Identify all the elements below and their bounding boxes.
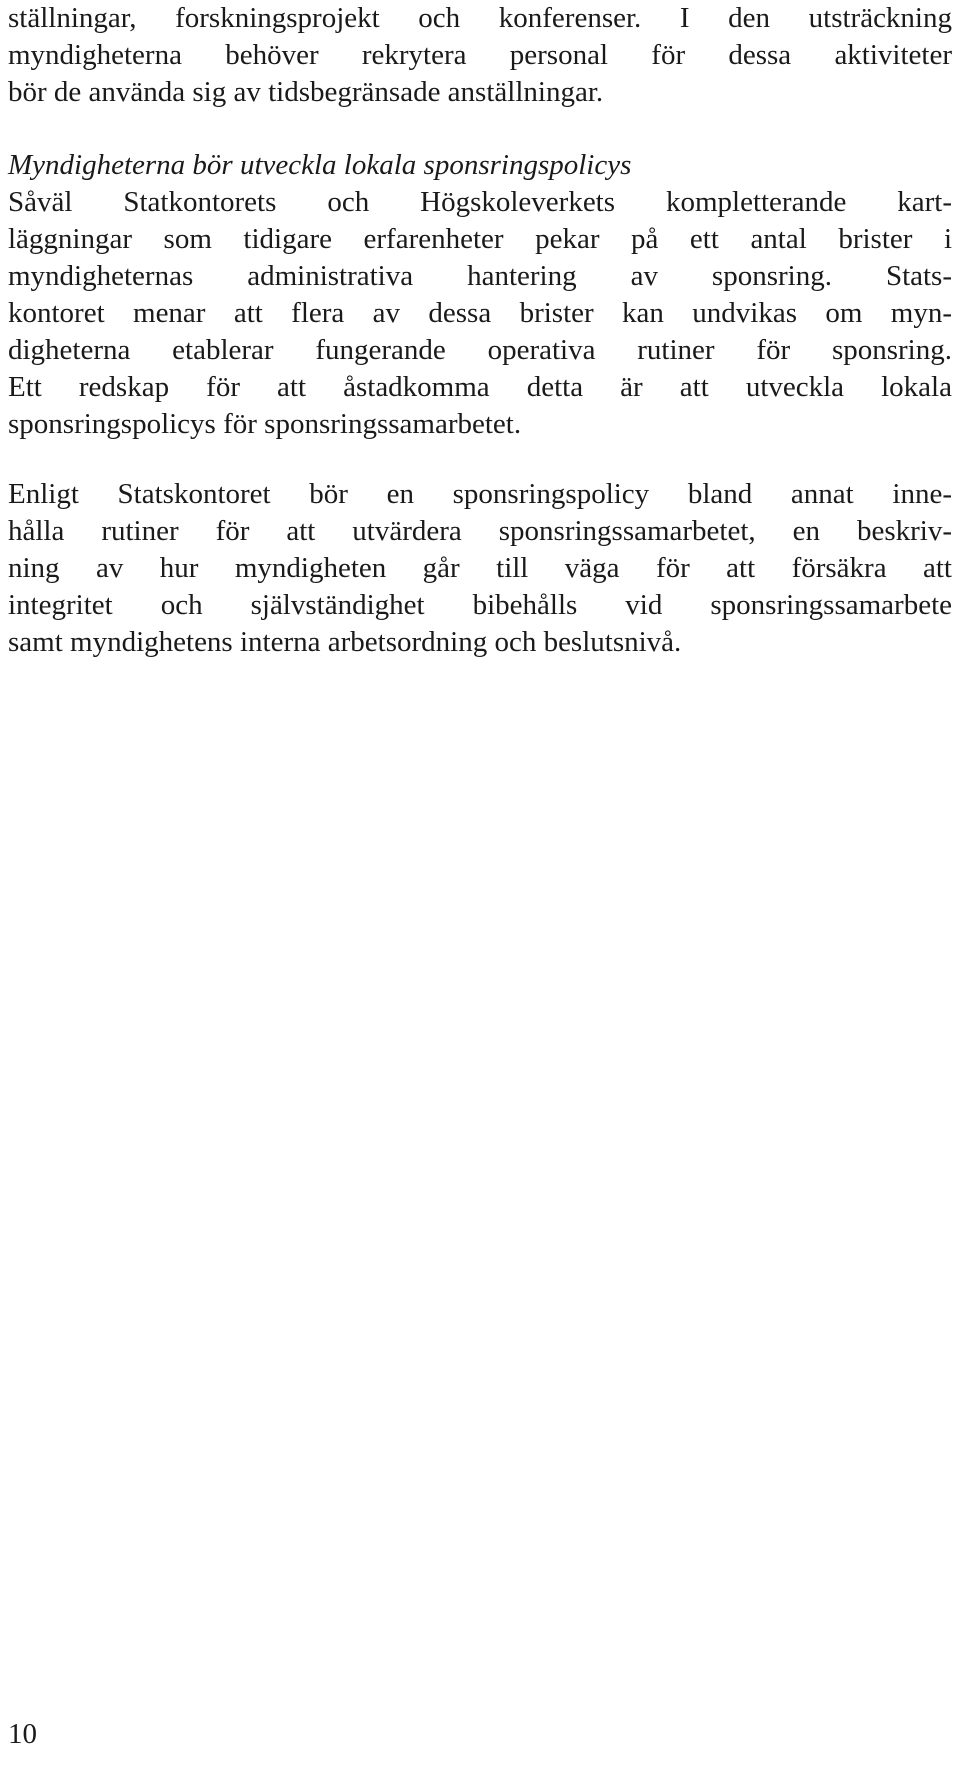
page-number: 10 — [8, 1718, 37, 1750]
section-policy — [8, 147, 952, 443]
intro-paragraph — [8, 0, 952, 111]
final-paragraph — [8, 476, 952, 661]
paragraph-line: ställningar, forskningsprojekt och konferenser. I den utsträckning — [8, 2, 952, 34]
paragraph-line: kontoret menar att flera av dessa brister kan undvikas om myn- — [8, 297, 952, 329]
paragraph-line: myndigheterna behöver rekrytera personal för dessa aktiviteter — [8, 39, 952, 71]
paragraph-line: integritet och självständighet bibehålls vid sponsringssamarbete — [8, 589, 952, 621]
paragraph-line: Enligt Statskontoret bör en sponsringspolicy bland annat inne- — [8, 478, 952, 510]
paragraph-line: Ett redskap för att åstadkomma detta är att utveckla lokala — [8, 371, 952, 403]
section-heading: Myndigheterna bör utveckla lokala sponsringspolicys — [8, 149, 632, 181]
paragraph-line: sponsringspolicys för sponsringssamarbetet. — [8, 408, 522, 440]
paragraph-line: samt myndighetens interna arbetsordning och beslutsnivå. — [8, 626, 682, 658]
paragraph-line: bör de använda sig av tidsbegränsade anställningar. — [8, 76, 604, 108]
paragraph-line: Såväl Statkontorets och Högskoleverkets kompletterande kart- — [8, 186, 952, 218]
paragraph-line: ning av hur myndigheten går till väga för att försäkra att — [8, 552, 952, 584]
paragraph-line: hålla rutiner för att utvärdera sponsringssamarbetet, en beskriv- — [8, 515, 952, 547]
paragraph-line: läggningar som tidigare erfarenheter pekar på ett antal brister i — [8, 223, 952, 255]
paragraph-line: digheterna etablerar fungerande operativa rutiner för sponsring. — [8, 334, 952, 366]
paragraph-line: myndigheternas administrativa hantering av sponsring. Stats- — [8, 260, 952, 292]
